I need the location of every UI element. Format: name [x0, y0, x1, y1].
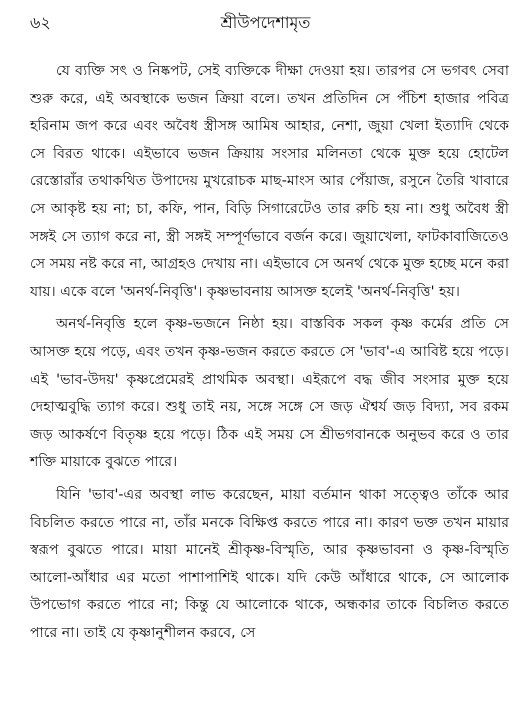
- page-number: ৬২: [30, 13, 51, 32]
- paragraph: যে ব্যক্তি সৎ ও নিষ্কপট, সেই ব্যক্তিকে দীক্ষা দেওয়া হয়। তারপর সে ভগবৎ সেবা শুরু করে, এই অবস্থাকে ভজন ক্রিয়া বলে। তখন প্রতিদিন সে পঁচিশ হাজার পবিত্র হরিনাম জপ করে এবং অবৈধ স্ত্রীসঙ্গ আমিষ আহার, নেশা, জুয়া খেলা ইত্যাদি থেকে সে বিরত থাকে। এইভাবে ভজন ক্রিয়ায় সংসার মলিনতা থেকে মুক্ত হয়ে হোটেল রেস্তোরাঁর তথাকথিত উপাদেয় মুখরোচক মাছ-মাংস আর পেঁয়াজ, রসুনে তৈরি খাবারে সে আকৃষ্ট হয় না; চা, কফি, পান, বিড়ি সিগারেটেও তার রুচি হয় না। শুধু অবৈধ স্ত্রী সঙ্গই সে ত্যাগ করে না, স্ত্রী সঙ্গই সম্পূর্ণভাবে বর্জন করে। জুয়াখেলা, ফাটকাবাজিতেও সে সময় নষ্ট করে না, আগ্রহও দেখায় না। এইভাবে সে অনর্থ থেকে মুক্ত হচ্ছে মনে করা যায়। একে বলে 'অনর্থ-নিবৃত্তি'। কৃষ্ণভাবনায় আসক্ত হলেই 'অনর্থ-নিবৃত্তি' হয়।: [30, 63, 509, 300]
- body-text: [30, 58, 509, 652]
- page-header: [30, 8, 501, 34]
- running-head-title: শ্রীউপদেশামৃত: [220, 13, 311, 32]
- paragraph: যিনি 'ভাব'-এর অবস্থা লাভ করেছেন, মায়া বর্তমান থাকা সত্ত্বেও তাঁকে আর বিচলিত করতে পারে না, তাঁর মনকে বিক্ষিপ্ত করতে পারে না। কারণ ভক্ত তখন মায়ার স্বরূপ বুঝতে পারে। মায়া মানেই শ্রীকৃষ্ণ-বিস্মৃতি, আর কৃষ্ণভাবনা ও কৃষ্ণ-বিস্মৃতি আলো-আঁধার এর মতো পাশাপাশিই থাকে। যদি কেউ আঁধারে থাকে, সে আলোক উপভোগ করতে পারে না; কিন্তু যে আলোকে থাকে, অন্ধকার তাকে বিচলিত করতে পারে না। তাই যে কৃষ্ণানুশীলন করবে, সে: [30, 486, 509, 641]
- paragraph: অনর্থ-নিবৃত্তি হলে কৃষ্ণ-ভজনে নিষ্ঠা হয়। বাস্তবিক সকল কৃষ্ণ কর্মের প্রতি সে আসক্ত হয়ে পড়ে, এবং তখন কৃষ্ণ-ভজন করতে করতে সে 'ভাব'-এ আবিষ্ট হয়ে পড়ে। এই 'ভাব-উদয়' কৃষ্ণপ্রেমেরই প্রাথমিক অবস্থা। এইরূপে বদ্ধ জীব সংসার মুক্ত হয়ে দেহাত্মবুদ্ধি ত্যাগ করে। শুধু তাই নয়, সঙ্গে সঙ্গে সে জড় ঐশ্বর্য জড় বিদ্যা, সব রকম জড় আকর্ষণে বিতৃষ্ণ হয়ে পড়ে। ঠিক এই সময় সে শ্রীভগবানকে অনুভব করে ও তার শক্তি মায়াকে বুঝতে পারে।: [30, 316, 509, 471]
